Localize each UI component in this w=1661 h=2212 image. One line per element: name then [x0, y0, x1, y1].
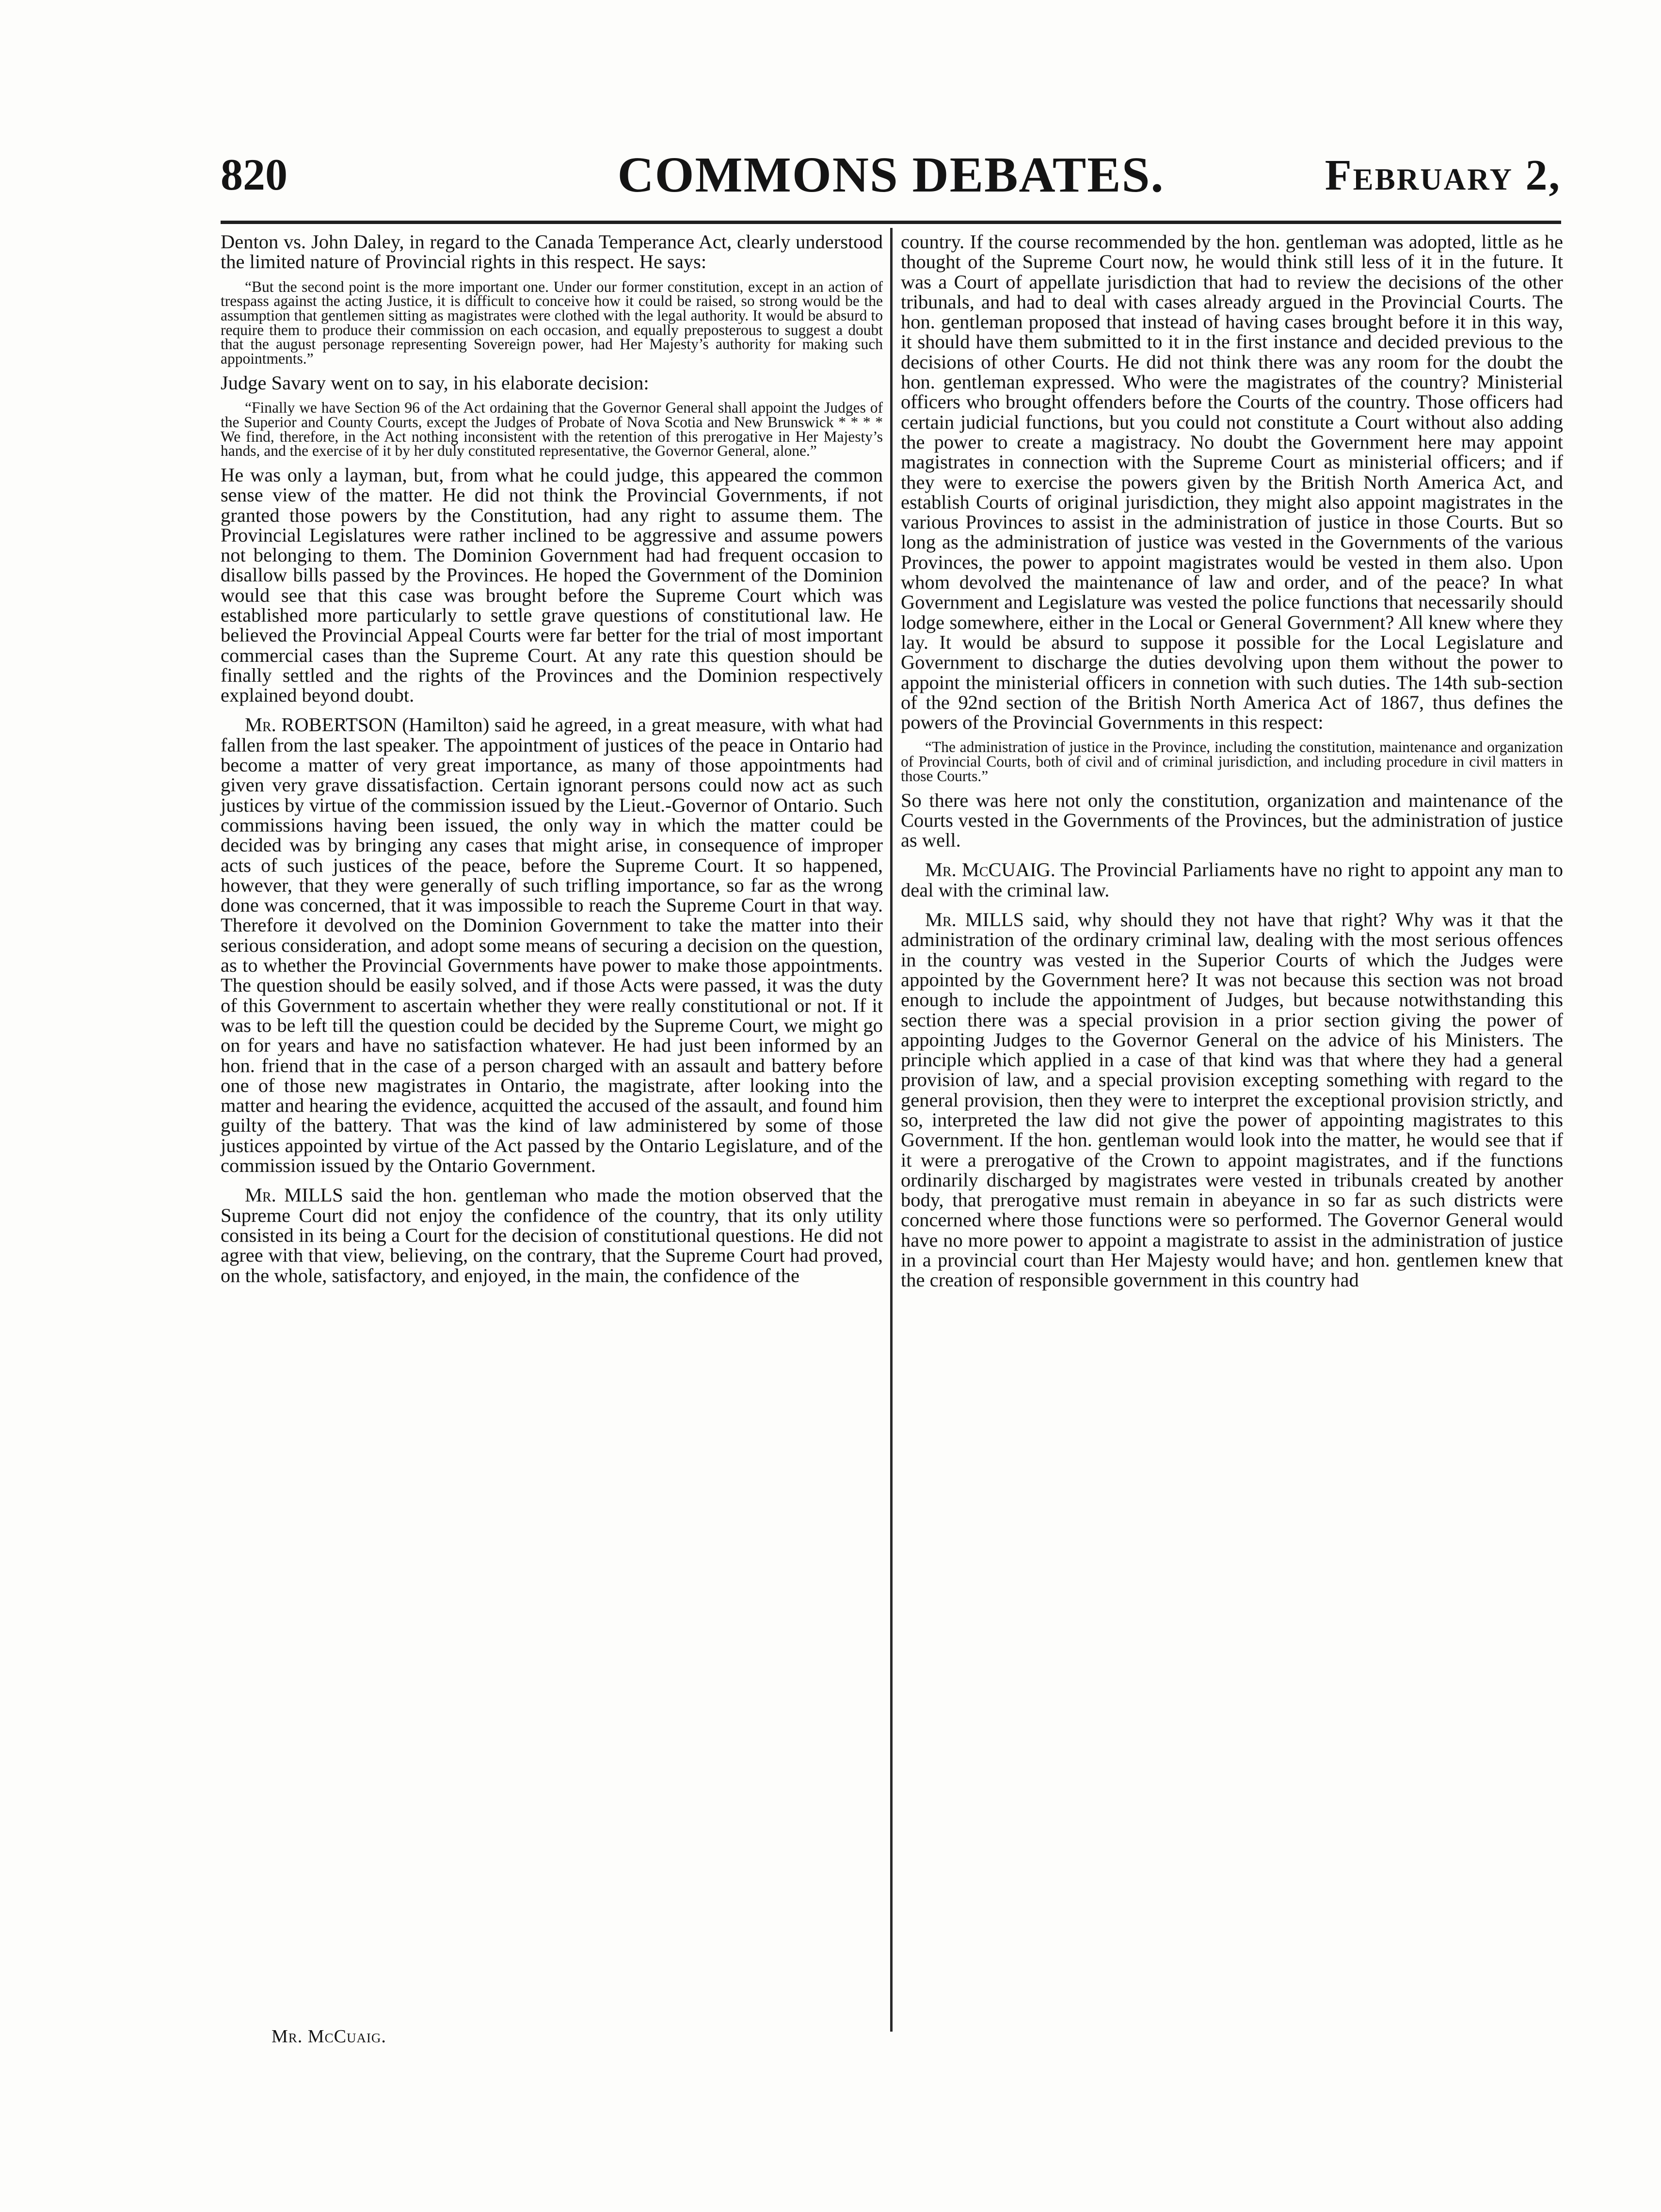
paragraph: country. If the course recommended by the hon. gentleman was adopted, little as he thought of the Supreme Court now, he would think still less of it in the future. It was a Court of appellate jurisdiction that had to review the decisions of the other tribunals, and had to deal with cases already argued in the Provincial Courts. The hon. gentleman proposed that instead of having cases brought before it in this way, it should have them submitted to it in the first instance and decided previous to the decisions of other Courts. He did not think there was any room for the doubt the hon. gentleman expressed. Who were the magistrates of the country? Ministerial officers who brought offenders before the Courts of the country. Those officers had certain judicial functions, but you could not constitute a Court without also adding the power to create a magistracy. No doubt the Government here may appoint magistrates in connection with the Supreme Court as ministerial officers; and if they were to exercise the powers given by the British North America Act, and establish Courts of original jurisdiction, they might also appoint magistrates in the various Provinces to assist in the administration of justice in those Courts. But so long as the administration of justice was vested in the Governments of the various Provinces, the power to appoint magistrates would be vested in them also. Upon whom devolved the maintenance of law and order, and of the peace? In what Government and Legislature was vested the police functions that necessarily should lodge somewhere, either in the Local or General Government? All knew where they lay. It would be absurd to suppose it possible for the Local Legislature and Government to discharge the duties devolving upon them without the power to appoint the ministerial officers in connetion with such duties. The 14th sub-section of the 92nd section of the British North America Act of 1867, thus defines the powers of the Provincial Governments in this respect:: [901, 231, 1563, 734]
speech-paragraph: [901, 860, 1563, 900]
page-number: 820: [221, 150, 287, 199]
block-quote: [221, 280, 883, 366]
paragraph: Judge Savary went on to say, in his elaborate decision:: [221, 371, 649, 394]
paragraph: He was only a layman, but, from what he could judge, this appeared the common sense view of the matter. He did not think the Provincial Governments, if not granted those powers by the Constitution, had any right to assume them. The Provincial Legislatures were rather inclined to be aggressive and assume powers not belonging to them. The Dominion Government had had frequent occasion to disallow bills passed by the Provinces. He hoped the Government of the Dominion would see that this case was brought before the Supreme Court which was established more particularly to settle grave questions of constitutional law. He believed the Provincial Appeal Courts were far better for the trial of most important commercial cases than the Supreme Court. At any rate this question should be finally settled and the rights of the Provinces and the Dominion respectively explained beyond doubt.: [221, 464, 883, 706]
speech-paragraph: [221, 1185, 883, 1285]
speech-paragraph: [221, 715, 883, 1175]
quote-text: “The administration of justice in the Province, including the constitution, maintenance and organization of Provincial Courts, both of civil and of criminal jurisdiction, and including procedure in civil matters in those Courts.”: [901, 738, 1563, 785]
speech-text: The Provincial Parliaments have no right to appoint any man to deal with the criminal law.: [901, 859, 1563, 901]
footer-speaker-reference: Mr. McCuaig.: [272, 2026, 386, 2047]
left-column: [221, 232, 883, 1285]
paragraph: Denton vs. John Daley, in regard to the Canada Temperance Act, clearly understood the limited nature of Provincial rights in this respect. He says:: [221, 231, 883, 273]
quote-text: “Finally we have Section 96 of the Act ordaining that the Governor General shall appoint the Judges of the Superior and County Courts, except the Judges of Probate of Nova Scotia and New Brunswick * * * * We find, therefore, in the Act nothing inconsistent with the retention of this prerogative in Her Majesty’s hands, and the exercise of it by her duly constituted representative, the Governor General, alone.”: [221, 399, 883, 460]
speech-text: (Hamilton) said he agreed, in a great measure, with what had fallen from the last speaker. The appointment of justices of the peace in Ontario had become a matter of very great importance, as many of those appointments had given very grave dissatisfaction. Certain ignorant persons could now act as such justices by virtue of the commission issued by the Lieut.-Governor of Ontario. Such commissions having been issued, the only way in which the matter could be decided was by bringing any cases that might arise, in consequence of improper acts of such justices of the peace, before the Supreme Court. It so happened, however, that they were generally of such trifling importance, so far as the wrong done was concerned, that it was impossible to reach the Supreme Court in that way. Therefore it devolved on the Dominion Government to take the matter into their serious consideration, and adopt some means of securing a decision on the question, as to whether the Provincial Governments have power to make those appointments. The question should be easily solved, and if those Acts were passed, it was the duty of this Government to ascertain whether they were really constitutional or not. If it was to be left till the question could be decided by the Supreme Court, we might go on for years and have no satisfaction whatever. He had just been informed by an hon. friend that in the case of a person charged with an assault and battery before one of those new magistrates in Ontario, the magistrate, after looking into the matter and hearing the evidence, acquitted the accused of the assault, and found him guilty of the battery. That was the kind of law administered by some of those justices appointed by virtue of the Act passed by the Ontario Legislature, and of the commission issued by the Ontario Government.: [221, 714, 883, 1177]
header-rule: [221, 221, 1561, 224]
speaker-name: Mr. MILLS: [925, 909, 1024, 931]
block-quote: [901, 740, 1563, 783]
column-divider: [890, 228, 893, 2032]
speech-text: said, why should they not have that right? Why was it that the administration of the ordinary criminal law, dealing with the most serious offences in the country was vested in the Superior Courts of which the Judges were appointed by the Government here? It was not because this section was not broad enough to include the appointment of Judges, but because notwithstanding this section there was a special provision in a prior section giving the power of appointing Judges to the Governor General on the advice of his Ministers. The principle which applied in a case of that kind was that where they had a general provision of law, and a special provision excepting something with regard to the general provision, then they were to interpret the exceptional provision strictly, and so, interpreted the law did not give the power of appointing magistrates to this Government. If the hon. gentleman would look into the matter, he would see that if it were a prerogative of the Crown to appoint magistrates, and if the functions ordinarily discharged by magistrates were vested in tribunals created by another body, that prerogative must remain in abeyance in so far as such districts were concerned where those functions were so performed. The Governor General would have no more power to appoint a magistrate to assist in the administration of justice in a provincial court than Her Majesty would have; and hon. gentlemen knew that the creation of responsible government in this country had: [901, 909, 1564, 1291]
speech-paragraph: [901, 910, 1563, 1290]
quote-text: “But the second point is the more important one. Under our former constitution, except in an action of trespass against the acting Justice, it is difficult to conceive how it could be raised, so strong would be the assumption that gentlemen sitting as magistrates were clothed with the legal authority. It would be absurd to require them to produce their commission on each occasion, and equally preposterous to suggest a doubt that the august personage representing Sovereign power, had Her Majesty’s authority for making such appointments.”: [221, 278, 883, 368]
right-column: [901, 232, 1563, 1290]
publication-title: COMMONS DEBATES.: [617, 147, 1165, 203]
issue-date: February 2,: [1325, 151, 1561, 199]
block-quote: [221, 401, 883, 458]
paragraph: So there was here not only the constitution, organization and maintenance of the Courts vested in the Governments of the Provinces, but the administration of justice as well.: [901, 789, 1563, 851]
page-header: [221, 145, 1561, 218]
speech-text: said the hon. gentleman who made the motion observed that the Supreme Court did not enjoy the confidence of the country, that its only utility consisted in its being a Court for the decision of constitutional questions. He did not agree with that view, believing, on the contrary, that the Supreme Court had proved, on the whole, satisfactory, and enjoyed, in the main, the confidence of the: [221, 1184, 883, 1286]
speaker-name: Mr. McCUAIG.: [925, 859, 1055, 881]
speaker-name: Mr. ROBERTSON: [245, 714, 397, 736]
speaker-name: Mr. MILLS: [245, 1184, 343, 1206]
